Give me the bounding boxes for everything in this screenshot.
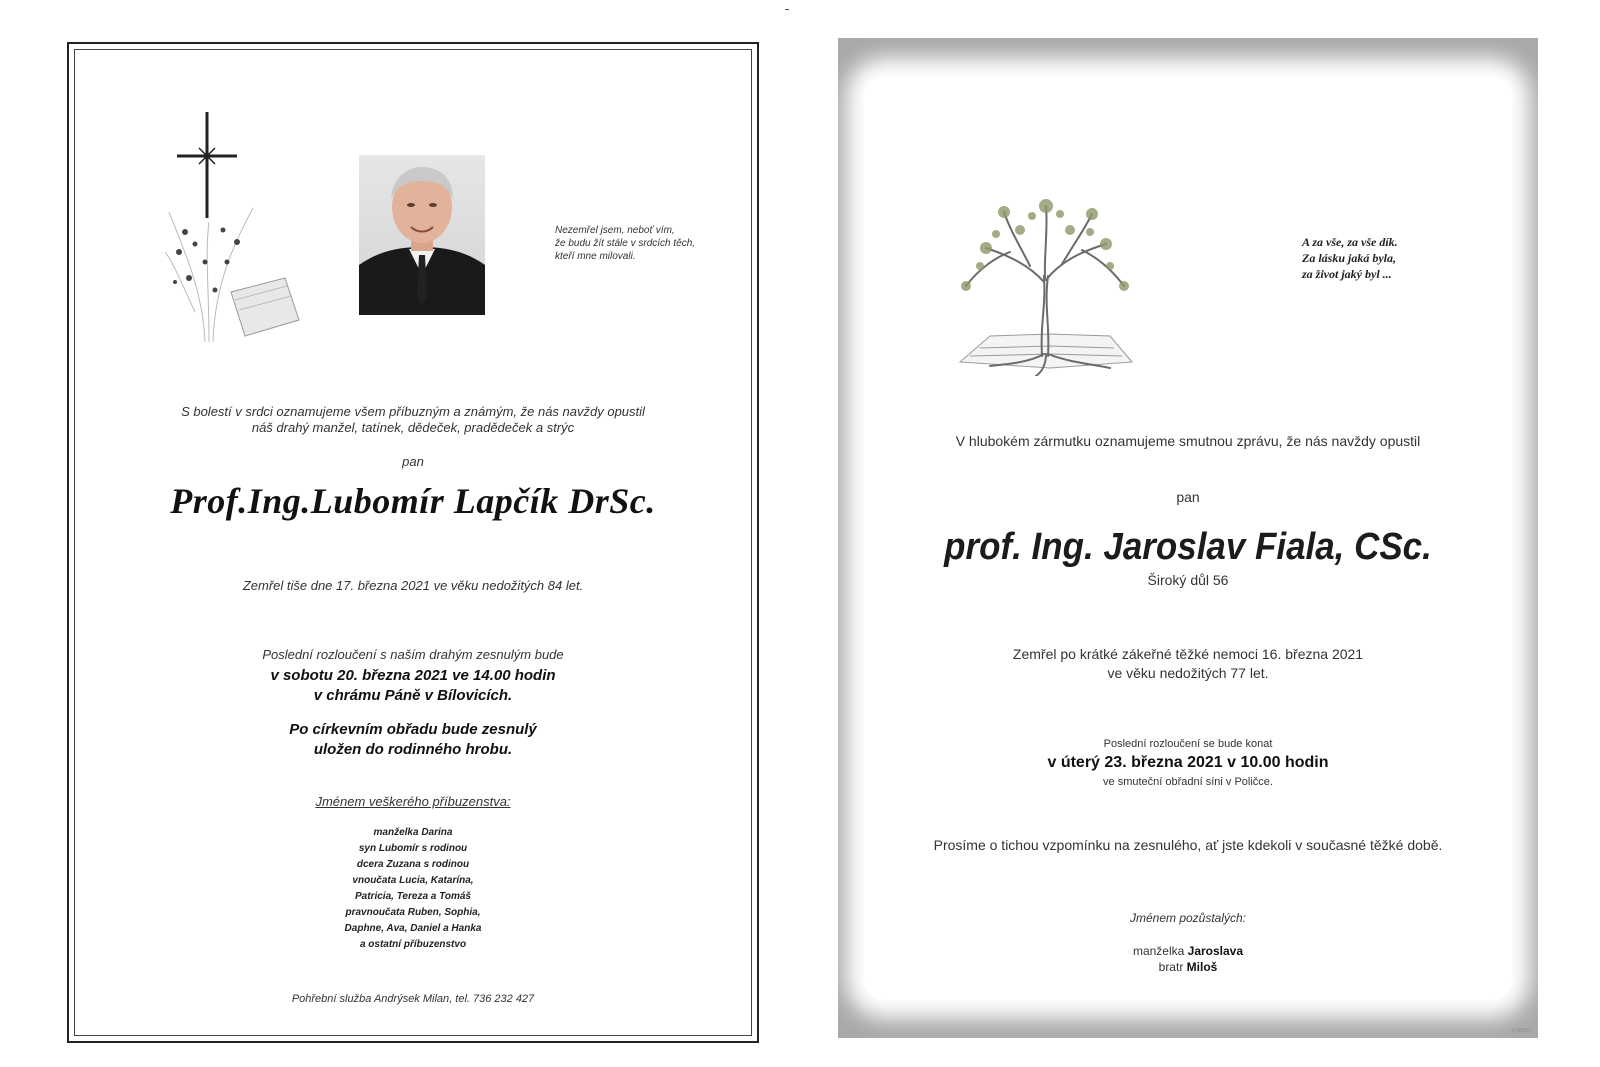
family-member: bratr Miloš [1158,960,1218,974]
family-member: a ostatní příbuzenstvo [359,939,467,950]
farewell-date: v sobotu 20. března 2021 ve 14.00 hodin [270,667,556,684]
memorial-quote [1302,234,1502,282]
deceased-address: Široký důl 56 [1147,572,1229,588]
quote-line: Nezemřel jsem, neboť vím, [555,225,675,236]
farewell-date: v úterý 23. března 2021 v 10.00 hodin [1047,754,1329,771]
family-list [75,825,751,953]
family-heading [75,794,751,809]
tree-on-book-icon [950,186,1140,376]
death-line: ve věku nedožitých 77 let. [1107,665,1269,681]
family-member: syn Lubomír s rodinou [358,843,468,854]
intro-line: náš drahý manžel, tatínek, dědeček, pradědeček a strýc [251,420,575,435]
burial-line: Po církevním obřadu bude zesnulý [289,721,537,738]
family-member: Daphne, Ava, Daniel a Hanka [344,923,482,934]
burial-line: uložen do rodinného hrobu. [313,741,513,758]
farewell-place: v chrámu Páně v Bílovicích. [313,687,513,704]
notice-inner-frame [74,49,752,1036]
farewell-intro: Poslední rozloučení s naším drahým zesnulým bude [262,647,564,662]
quote-line: kteří mne milovali. [555,251,636,262]
memorial-quote [555,224,755,263]
farewell-date-place [75,666,751,706]
honorific: pan [1176,489,1200,505]
intro-line: S bolestí v srdci oznamujeme všem příbuzným a známým, že nás navždy opustil [181,404,645,419]
cross-flowers-book-icon [165,112,305,352]
deceased-name: Prof.Ing.Lubomír Lapčík DrSc. [170,481,656,521]
family-member: vnoučata Lucia, Katarína, [352,875,474,886]
family-heading-text: Jménem veškerého příbuzenstva: [315,794,511,809]
death-statement: Zemřel tiše dne 17. března 2021 ve věku nedožitých 84 let. [242,578,584,593]
announcement-intro: V hlubokém zármutku oznamujeme smutnou zprávu, že nás navždy opustil [955,433,1421,449]
family-member: manželka Darina [373,827,453,838]
deceased-name: prof. Ing. Jaroslav Fiala, CSc. [944,526,1432,568]
quote-line: že budu žít stále v srdcích těch, [555,238,696,249]
deceased-photo [359,155,485,315]
honorific: pan [402,454,424,469]
farewell-place: ve smuteční obřadní síni v Poličce. [1103,776,1273,788]
funeral-service: Pohřební služba Andrýsek Milan, tel. 736 232 427 [291,993,535,1005]
obituary-notice-left [67,42,759,1043]
printer-logo: © WOST [1511,1028,1532,1034]
farewell-intro: Poslední rozloučení se bude konat [1103,738,1273,750]
quote-line: A za vše, za vše dík. [1302,235,1398,249]
scan-mark [785,9,789,10]
family-member: pravnoučata Ruben, Sophia, [345,907,481,918]
family-heading: Jménem pozůstalých: [1129,911,1247,925]
quote-line: Za lásku jaká byla, [1302,251,1397,265]
obituary-notice-right [838,38,1538,1038]
quote-line: za život jaký byl ... [1302,267,1392,281]
death-line: Zemřel po krátké zákeřné těžké nemoci 16. března 2021 [1012,646,1364,662]
remembrance-request: Prosíme o tichou vzpomínku na zesnulého, ať jste kdekoli v současné těžké době. [933,837,1443,853]
family-member: Patricia, Tereza a Tomáš [355,891,471,902]
family-member: dcera Zuzana s rodinou [356,859,470,870]
death-statement [864,645,1512,683]
burial-statement [75,720,751,760]
family-member: manželka Jaroslava [1132,944,1244,958]
announcement-intro [75,404,751,436]
notice-paper [864,76,1512,1000]
family-list [864,943,1512,975]
